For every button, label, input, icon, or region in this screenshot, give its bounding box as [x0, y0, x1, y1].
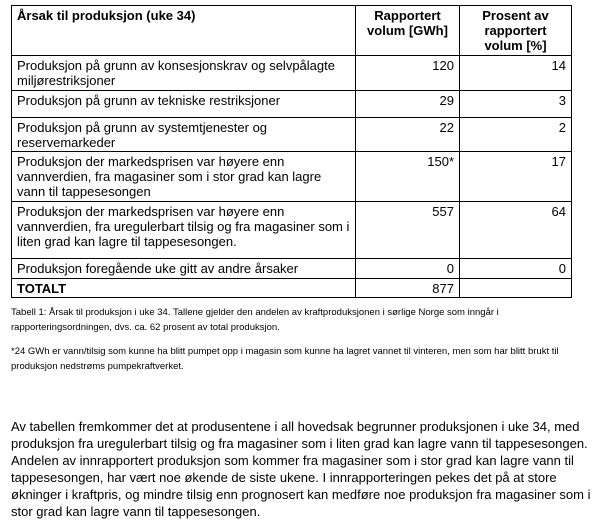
cause-cell: Produksjon på grunn av konsesjonskrav og selvpålagte miljørestriksjoner [12, 56, 356, 91]
cause-cell: Produksjon på grunn av tekniske restriksjoner [12, 91, 356, 118]
volume-cell: 150* [356, 152, 460, 202]
percent-cell: 2 [460, 118, 572, 152]
percent-cell: 0 [460, 259, 572, 279]
total-percent [460, 279, 572, 298]
table-row [12, 91, 572, 118]
header-percent: Prosent av rapportert volum [%] [460, 6, 572, 56]
percent-cell: 3 [460, 91, 572, 118]
total-label: TOTALT [12, 279, 356, 298]
percent-cell: 17 [460, 152, 572, 202]
volume-cell: 557 [356, 202, 460, 259]
table-row [12, 118, 572, 152]
volume-cell: 0 [356, 259, 460, 279]
total-volume: 877 [356, 279, 460, 298]
production-cause-table [11, 5, 572, 298]
volume-cell: 120 [356, 56, 460, 91]
table-row [12, 56, 572, 91]
table-total-row [12, 279, 572, 298]
cause-cell: Produksjon der markedsprisen var høyere enn vannverdien, fra magasiner som i stor grad kan lagre vann til tappesesongen [12, 152, 356, 202]
cause-cell: Produksjon der markedsprisen var høyere enn vannverdien, fra uregulerbart tilsig og fra magasiner som i liten grad kan lagre til tappesesongen. [12, 202, 356, 259]
table-row [12, 152, 572, 202]
volume-cell: 29 [356, 91, 460, 118]
percent-cell: 64 [460, 202, 572, 259]
header-cause: Årsak til produksjon (uke 34) [12, 6, 356, 56]
table-row [12, 202, 572, 259]
body-paragraph: Av tabellen fremkommer det at produsentene i all hovedsak begrunner produksjonen i uke 34, med produksjon fra uregulerbart tilsig og fra magasiner som i liten grad kan lagre vann til tappesesongen. Andelen av innrapportert produksjon som kommer fra magasiner som i stor grad kan lagre vann til tappesesongen, har vært noe økende de siste ukene. I innrapporteringen pekes det på at store økninger i kraftpris, og mindre tilsig enn prognosert kan medføre noe produksjon fra magasiner som i stor grad kan lagre vann til tappesesongen. [11, 419, 591, 519]
cause-cell: Produksjon foregående uke gitt av andre årsaker [12, 259, 356, 279]
table-footnote: *24 GWh er vann/tilsig som kunne ha blitt pumpet opp i magasin som kunne ha lagret vannet til vinteren, men som har blitt brukt til produksjon nedstrøms pumpekraftverket. [11, 346, 559, 372]
header-volume: Rapportert volum [GWh] [356, 6, 460, 56]
cause-cell: Produksjon på grunn av systemtjenester og reservemarkeder [12, 118, 356, 152]
percent-cell: 14 [460, 56, 572, 91]
volume-cell: 22 [356, 118, 460, 152]
table-header-row [12, 6, 572, 56]
table-row [12, 259, 572, 279]
table-caption: Tabell 1: Årsak til produksjon i uke 34. Tallene gjelder den andelen av kraftproduksjonen i sørlige Norge som inngår i rapporteringsordningen, dvs. ca. 62 prosent av total produksjon. [11, 307, 499, 333]
